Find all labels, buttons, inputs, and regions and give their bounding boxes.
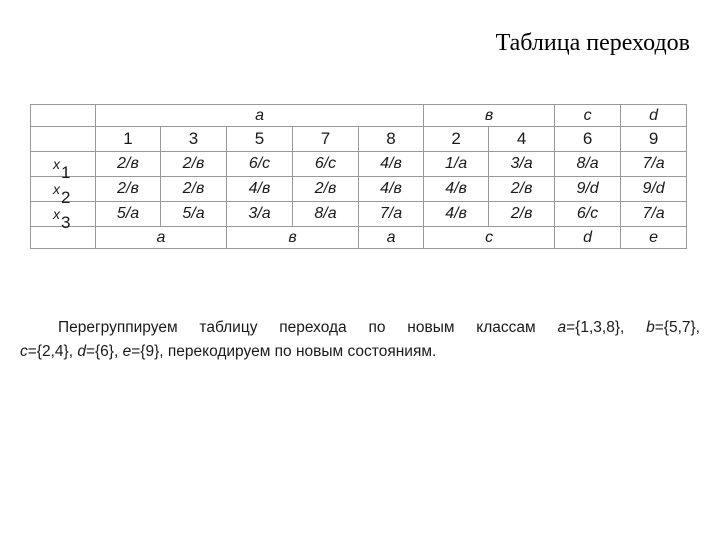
- corner-cell: [31, 105, 96, 127]
- row-label-x1: x1: [31, 152, 96, 177]
- state-header: 9: [621, 127, 687, 152]
- table-cell: 3/а: [227, 202, 293, 227]
- class-label-row: [31, 227, 687, 249]
- states-row: [31, 127, 687, 152]
- table-cell: 4/в: [227, 177, 293, 202]
- table-cell: 2/в: [161, 177, 227, 202]
- class-e-symbol: e: [122, 343, 132, 360]
- class-c-symbol: c: [20, 343, 28, 360]
- state-header: 5: [227, 127, 293, 152]
- table-cell: 1/а: [424, 152, 489, 177]
- row-label-x3: x3: [31, 202, 96, 227]
- paragraph-line-2: c={2,4}, d={6}, e={9}, перекодируем по новым состояниям.: [20, 343, 437, 360]
- state-header: 8: [359, 127, 424, 152]
- table-cell: 2/в: [96, 152, 161, 177]
- table-cell: 6/с: [293, 152, 359, 177]
- class-b-symbol: b: [646, 319, 655, 336]
- table-row-x3: [31, 202, 687, 227]
- table-cell: 8/а: [293, 202, 359, 227]
- class-d-symbol: d: [77, 343, 86, 360]
- class-a-symbol: a: [557, 319, 567, 336]
- table-cell: 8/а: [555, 152, 621, 177]
- table-cell: 9/d: [555, 177, 621, 202]
- table-cell: 7/а: [621, 202, 687, 227]
- group-a-header: а: [96, 105, 424, 127]
- group-header-row: [31, 105, 687, 127]
- regroup-paragraph: [20, 316, 700, 364]
- row-label-x2: x2: [31, 177, 96, 202]
- table-cell: 7/а: [359, 202, 424, 227]
- class-label: d: [555, 227, 621, 249]
- state-header: 3: [161, 127, 227, 152]
- table-cell: 2/в: [489, 177, 555, 202]
- table-cell: 2/в: [489, 202, 555, 227]
- group-c-header: с: [555, 105, 621, 127]
- table-cell: 7/а: [621, 152, 687, 177]
- state-header: 6: [555, 127, 621, 152]
- table-cell: 6/с: [227, 152, 293, 177]
- state-header: 1: [96, 127, 161, 152]
- states-corner-cell: [31, 127, 96, 152]
- transition-table: [30, 104, 687, 249]
- class-label: а: [96, 227, 227, 249]
- table-row-x1: [31, 152, 687, 177]
- class-label: с: [424, 227, 555, 249]
- class-label: а: [359, 227, 424, 249]
- table-cell: 2/в: [96, 177, 161, 202]
- table-cell: 4/в: [424, 177, 489, 202]
- group-b-header: в: [424, 105, 555, 127]
- class-label: в: [227, 227, 359, 249]
- group-d-header: d: [621, 105, 687, 127]
- state-header: 4: [489, 127, 555, 152]
- paragraph-line-1: Перегруппируем таблицу перехода по новым классам a={1,3,8}, b={5,7},: [58, 319, 700, 336]
- table-cell: 3/а: [489, 152, 555, 177]
- state-header: 2: [424, 127, 489, 152]
- table-cell: 5/а: [161, 202, 227, 227]
- table-cell: 4/в: [359, 177, 424, 202]
- class-label: е: [621, 227, 687, 249]
- table-cell: 5/а: [96, 202, 161, 227]
- table-cell: 6/с: [555, 202, 621, 227]
- table-cell: 2/в: [293, 177, 359, 202]
- state-header: 7: [293, 127, 359, 152]
- table-cell: 9/d: [621, 177, 687, 202]
- table-row-x2: [31, 177, 687, 202]
- table-cell: 4/в: [359, 152, 424, 177]
- table-cell: 4/в: [424, 202, 489, 227]
- slide-title: Таблица переходов: [495, 30, 690, 56]
- table-cell: 2/в: [161, 152, 227, 177]
